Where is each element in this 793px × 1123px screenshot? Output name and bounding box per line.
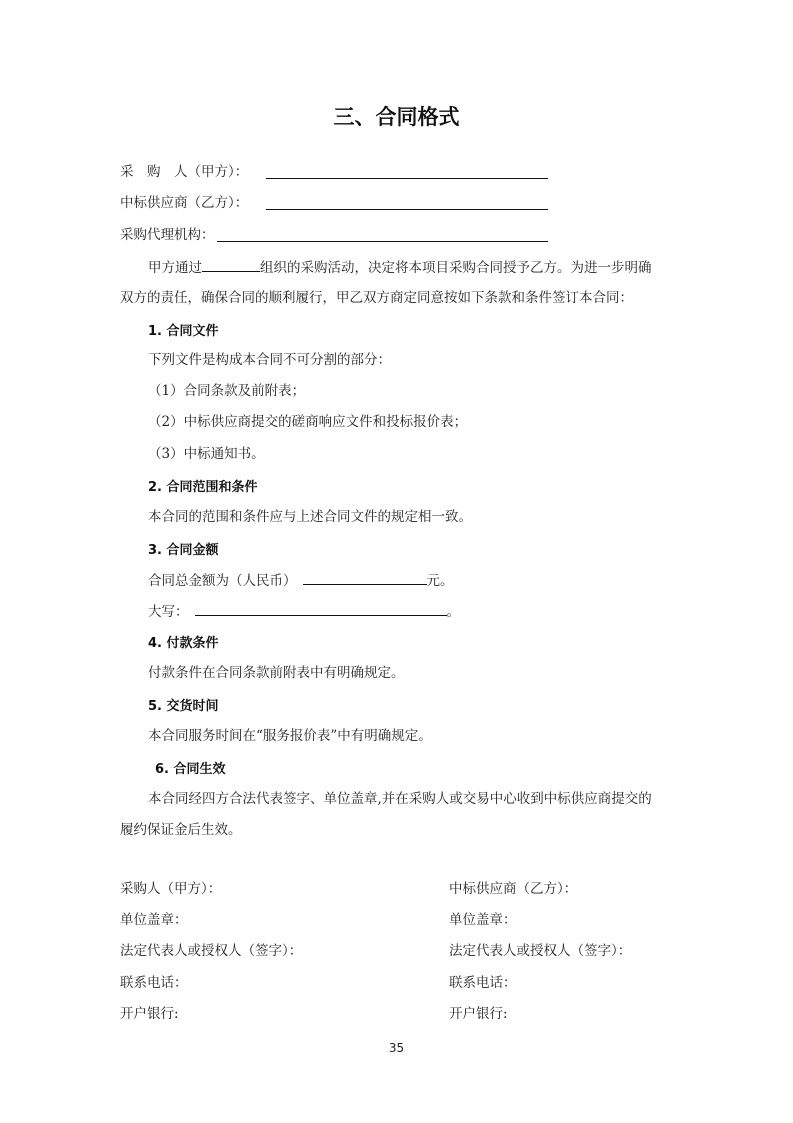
section-6-line-1: 本合同经四方合法代表签字、单位盖章,并在采购人或交易中心收到中标供应商提交的 <box>148 791 652 807</box>
supplier-field[interactable] <box>266 193 548 210</box>
sign-left-purchaser: 采购人（甲方）： <box>120 881 222 897</box>
sign-right-supplier: 中标供应商（乙方）： <box>449 881 578 897</box>
sign-left-seal: 单位盖章： <box>120 912 188 928</box>
sign-left-phone: 联系电话： <box>120 975 188 991</box>
supplier-row <box>120 194 248 212</box>
amount-unit: 元。 <box>426 573 454 589</box>
section-5-text: 本合同服务时间在“服务报价表”中有明确规定。 <box>148 728 432 744</box>
agency-row <box>120 226 215 244</box>
section-1-heading: 1. 合同文件 <box>148 324 219 339</box>
section-6-heading: 6. 合同生效 <box>155 762 226 777</box>
amount-blank[interactable] <box>303 570 427 585</box>
sign-right-phone: 联系电话： <box>449 975 517 991</box>
intro-line-1-before: 甲方通过 <box>148 260 202 276</box>
intro-line-2: 双方的责任，确保合同的顺利履行，甲乙双方商定同意按如下条款和条件签订本合同： <box>120 290 633 306</box>
section-1-item-1: （1）合同条款及前附表； <box>148 383 306 399</box>
amount-row <box>148 570 454 590</box>
section-1-lead: 下列文件是构成本合同不可分割的部分： <box>148 352 391 368</box>
section-3-heading: 3. 合同金额 <box>148 543 219 558</box>
section-4-text: 付款条件在合同条款前附表中有明确规定。 <box>148 665 405 681</box>
section-2-heading: 2. 合同范围和条件 <box>148 480 258 495</box>
capital-label: 大写： <box>148 604 189 620</box>
section-4-heading: 4. 付款条件 <box>148 636 219 651</box>
organizer-blank[interactable] <box>202 257 260 272</box>
intro-line-1 <box>148 257 652 277</box>
sign-right-bank: 开户银行: <box>449 1006 508 1022</box>
sign-right-seal: 单位盖章： <box>449 912 517 928</box>
page-number: 35 <box>388 1041 405 1055</box>
supplier-label: 中标供应商（乙方）： <box>120 195 249 211</box>
capital-end: 。 <box>446 604 460 620</box>
sign-left-bank: 开户银行: <box>120 1006 179 1022</box>
intro-line-1-after: 组织的采购活动，决定将本项目采购合同授予乙方。为进一步明确 <box>260 260 652 276</box>
section-1-item-3: （3）中标通知书。 <box>148 446 265 462</box>
section-1-item-2: （2）中标供应商提交的磋商响应文件和投标报价表； <box>148 414 468 430</box>
purchaser-row <box>120 163 248 181</box>
section-5-heading: 5. 交货时间 <box>148 699 219 714</box>
capital-blank[interactable] <box>195 601 447 616</box>
section-6-line-2: 履约保证金后生效。 <box>120 822 242 838</box>
agency-field[interactable] <box>217 225 548 242</box>
purchaser-field[interactable] <box>266 162 548 179</box>
sign-left-representative: 法定代表人或授权人（签字）： <box>120 943 303 959</box>
agency-label: 采购代理机构： <box>120 227 215 243</box>
sign-right-representative: 法定代表人或授权人（签字）： <box>449 943 632 959</box>
purchaser-label: 采 购 人（甲方）： <box>120 164 249 180</box>
page-title: 三、合同格式 <box>333 105 460 129</box>
capital-row <box>148 601 460 621</box>
amount-label: 合同总金额为（人民币） <box>148 573 297 589</box>
section-2-text: 本合同的范围和条件应与上述合同文件的规定相一致。 <box>148 509 472 525</box>
